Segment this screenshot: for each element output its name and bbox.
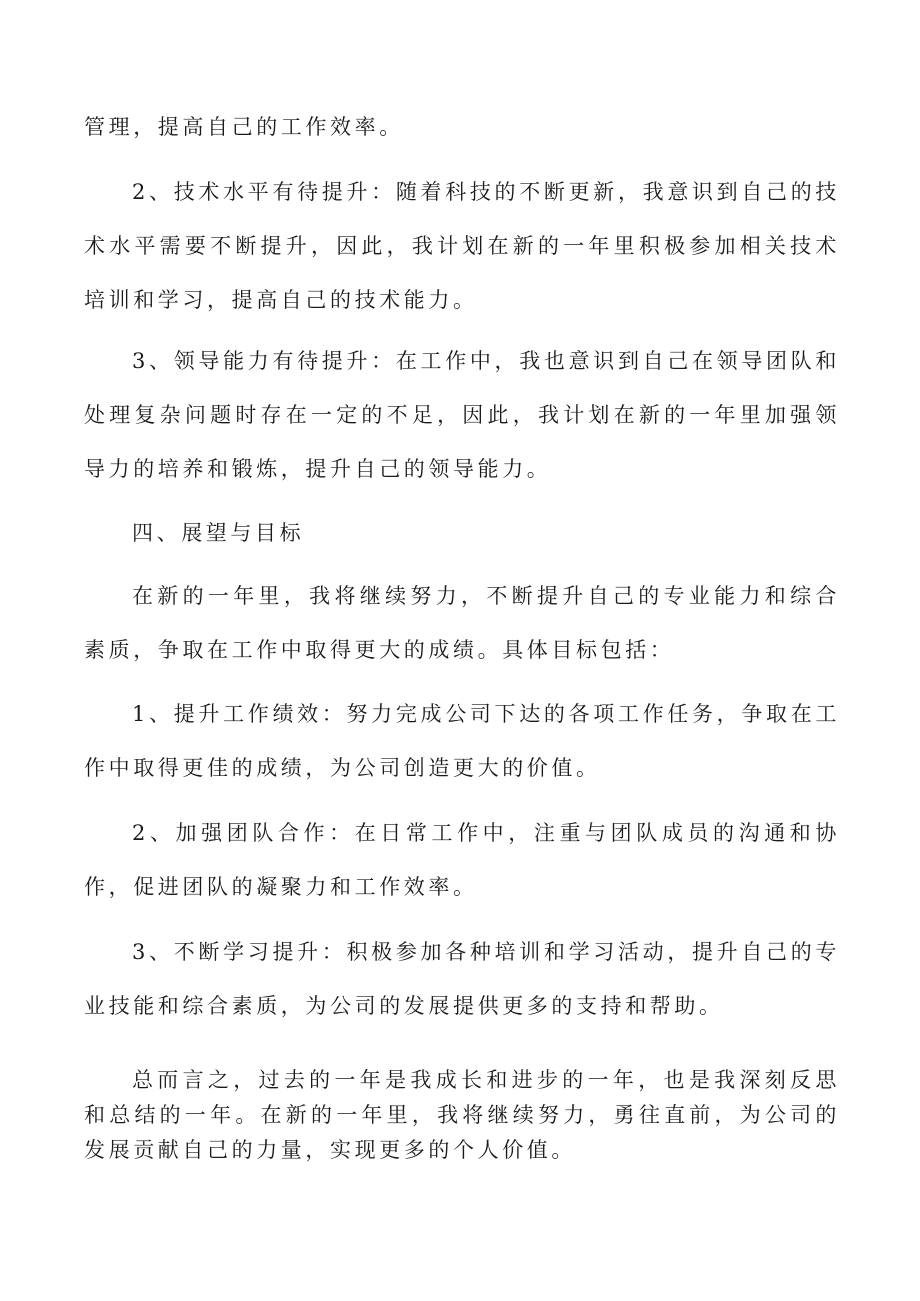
paragraph-goal-learning: 3、不断学习提升：积极参加各种培训和学习活动，提升自己的专业技能和综合素质，为公司的发展提供更多的支持和帮助。: [84, 940, 840, 1018]
paragraph-continuation: 管理，提高自己的工作效率。: [84, 115, 404, 139]
section-heading-outlook: 四、展望与目标: [132, 521, 305, 545]
paragraph-leadership: 3、领导能力有待提升：在工作中，我也意识到自己在领导团队和处理复杂问题时存在一定的不足，因此，我计划在新的一年里加强领导力的培养和锻炼，提升自己的领导能力。: [84, 349, 840, 481]
paragraph-goal-teamwork: 2、加强团队合作：在日常工作中，注重与团队成员的沟通和协作，促进团队的凝聚力和工作效率。: [84, 821, 840, 899]
paragraph-conclusion: 总而言之，过去的一年是我成长和进步的一年，也是我深刻反思和总结的一年。在新的一年里，我将继续努力，勇往直前，为公司的发展贡献自己的力量，实现更多的个人价值。: [84, 1068, 840, 1162]
paragraph-goal-performance: 1、提升工作绩效：努力完成公司下达的各项工作任务，争取在工作中取得更佳的成绩，为公司创造更大的价值。: [84, 702, 840, 780]
paragraph-outlook-intro: 在新的一年里，我将继续努力，不断提升自己的专业能力和综合素质，争取在工作中取得更大的成绩。具体目标包括：: [84, 584, 840, 662]
paragraph-tech-skill: 2、技术水平有待提升：随着科技的不断更新，我意识到自己的技术水平需要不断提升，因此，我计划在新的一年里积极参加相关技术培训和学习，提高自己的技术能力。: [84, 180, 840, 312]
